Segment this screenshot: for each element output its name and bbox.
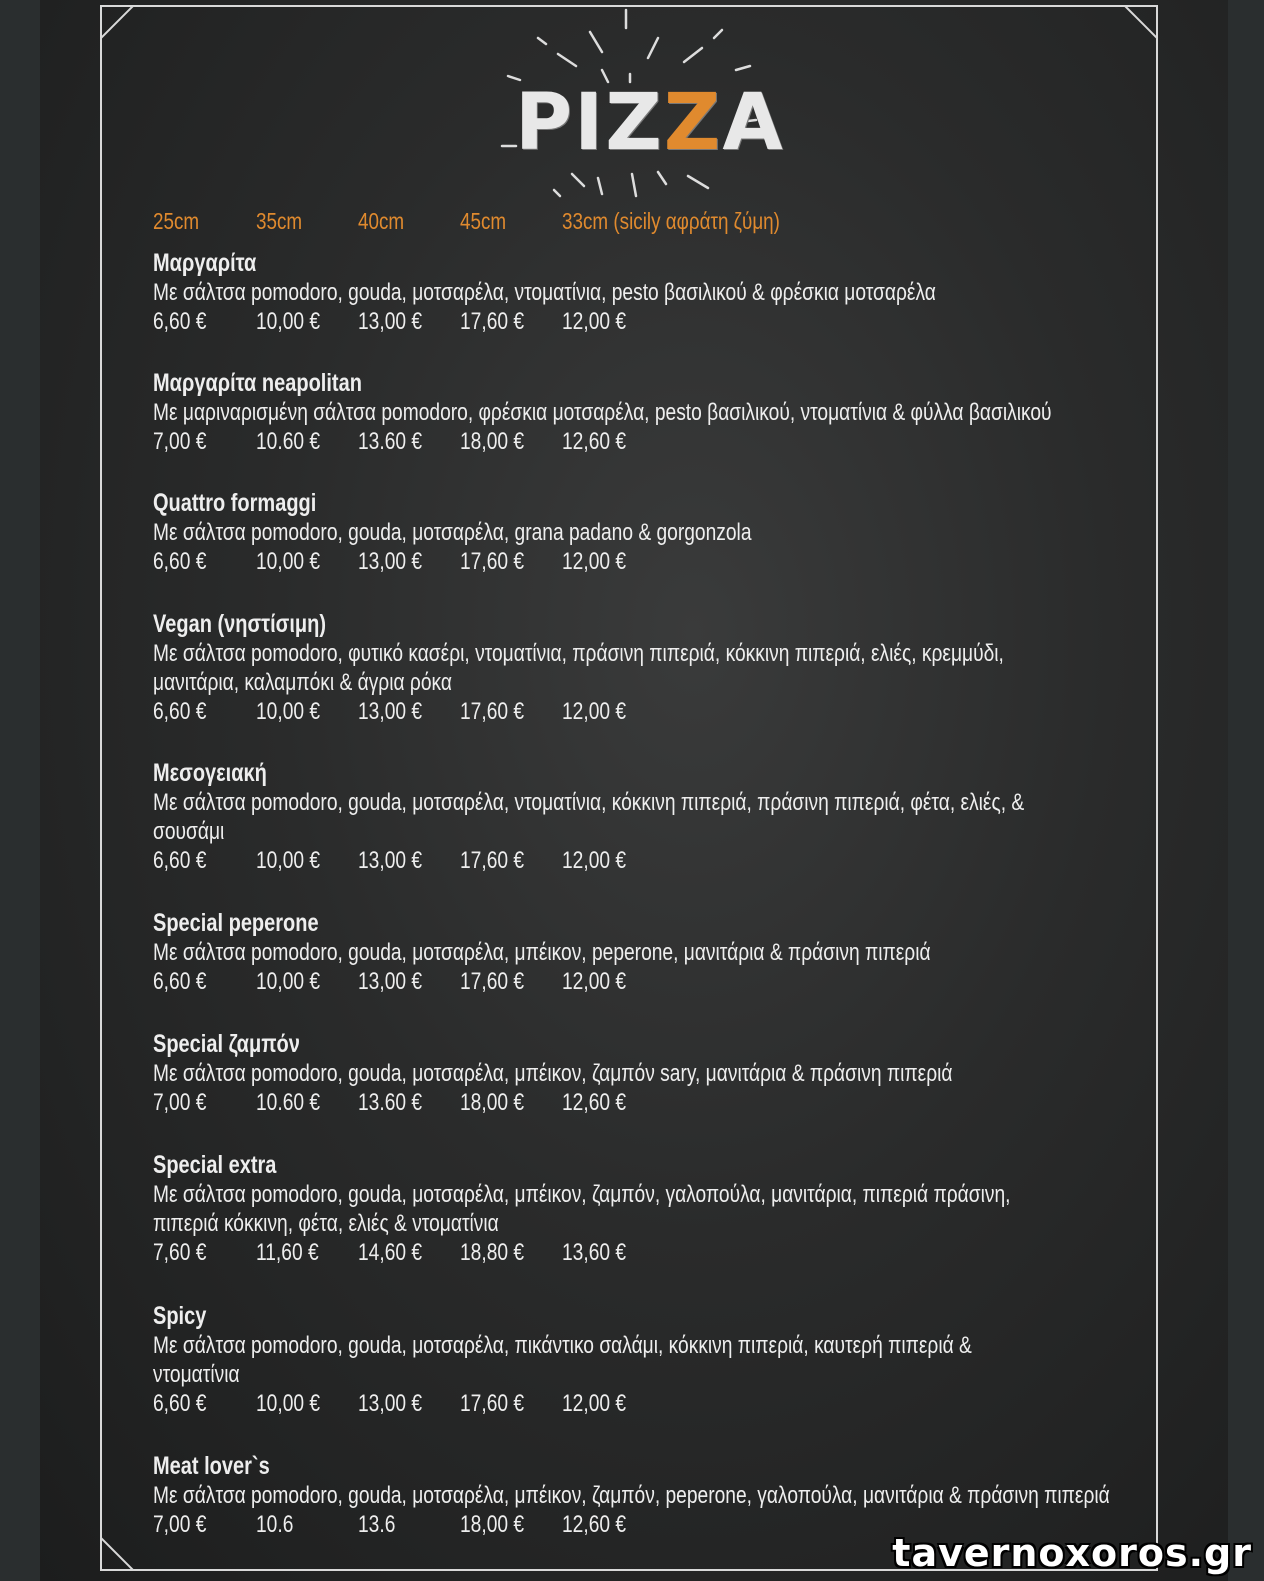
item-description: Με σάλτσα pomodoro, φυτικό κασέρι, ντοματίνια, πράσινη πιπεριά, κόκκινη πιπεριά, ελιές, κρεμμύδι,: [153, 640, 1004, 667]
price: 10.60 €: [256, 1089, 321, 1116]
price: 10,00 €: [256, 698, 321, 725]
menu-item: [153, 609, 1253, 727]
price: 10,00 €: [256, 308, 321, 335]
price: 12,60 €: [562, 428, 627, 455]
size-label: 33cm (sicily αφράτη ζύμη): [562, 208, 780, 234]
price: 18,00 €: [460, 428, 525, 455]
corner-top-left: [100, 5, 140, 45]
item-name: Special ζαμπόν: [153, 1030, 300, 1058]
menu-item: [153, 1029, 1253, 1118]
price: 12,60 €: [562, 1511, 627, 1538]
menu-item: [153, 248, 1253, 337]
price: 12,00 €: [562, 847, 627, 874]
size-header: [0, 208, 1264, 242]
item-name: Special peperone: [153, 909, 319, 937]
item-prices: [153, 1389, 1253, 1419]
price: 10,00 €: [256, 548, 321, 575]
title-part-1: PIZ: [515, 78, 664, 168]
price: 13,00 €: [358, 308, 423, 335]
item-description: Με σάλτσα pomodoro, gouda, μοτσαρέλα, πικάντικο σαλάμι, κόκκινη πιπεριά, καυτερή πιπεριά &: [153, 1332, 972, 1359]
price: 6,60 €: [153, 308, 207, 335]
price: 7,60 €: [153, 1239, 207, 1266]
item-description: ντοματίνια: [153, 1361, 240, 1388]
title-part-3: A: [722, 78, 785, 168]
item-prices: [153, 1238, 1253, 1268]
price: 12,00 €: [562, 968, 627, 995]
price: 12,00 €: [562, 308, 627, 335]
price: 17,60 €: [460, 847, 525, 874]
price: 12,00 €: [562, 698, 627, 725]
item-description: Με σάλτσα pomodoro, gouda, μοτσαρέλα, ντοματίνια, κόκκινη πιπεριά, πράσινη πιπεριά, φέτα, ελιές, &: [153, 789, 1025, 816]
menu-item: [153, 758, 1253, 876]
price: 13,60 €: [562, 1239, 627, 1266]
price: 17,60 €: [460, 968, 525, 995]
price: 6,60 €: [153, 847, 207, 874]
item-prices: [153, 697, 1253, 727]
price: 12,00 €: [562, 1390, 627, 1417]
price: 13.6: [358, 1511, 396, 1538]
price: 14,60 €: [358, 1239, 423, 1266]
item-prices: [153, 427, 1253, 457]
item-prices: [153, 967, 1253, 997]
price: 13,00 €: [358, 548, 423, 575]
size-label: 40cm: [358, 208, 405, 234]
price: 18,00 €: [460, 1089, 525, 1116]
item-name: Vegan (νηστίσιμη): [153, 610, 326, 638]
price: 7,00 €: [153, 1511, 207, 1538]
price: 7,00 €: [153, 1089, 207, 1116]
menu-item: [153, 488, 1253, 577]
price: 13,00 €: [358, 968, 423, 995]
corner-bottom-left: [100, 1531, 140, 1571]
item-name: Spicy: [153, 1302, 207, 1330]
menu-item: [153, 1150, 1253, 1268]
price: 18,80 €: [460, 1239, 525, 1266]
item-prices: [153, 307, 1253, 337]
item-name: Μαργαρίτα neapolitan: [153, 369, 362, 397]
price: 18,00 €: [460, 1511, 525, 1538]
item-name: Quattro formaggi: [153, 489, 317, 517]
item-description: Με μαριναρισμένη σάλτσα pomodoro, φρέσκια μοτσαρέλα, pesto βασιλικού, ντοματίνια & φύλλα βασιλικού: [153, 399, 1052, 426]
price: 17,60 €: [460, 1390, 525, 1417]
price: 17,60 €: [460, 698, 525, 725]
menu-item: [153, 368, 1253, 457]
price: 10,00 €: [256, 847, 321, 874]
price: 13,00 €: [358, 698, 423, 725]
price: 12,00 €: [562, 548, 627, 575]
menu-item: [153, 1451, 1253, 1540]
price: 6,60 €: [153, 548, 207, 575]
price: 10.6: [256, 1511, 294, 1538]
item-name: Special extra: [153, 1151, 277, 1179]
price: 7,00 €: [153, 428, 207, 455]
page-title: [515, 78, 785, 168]
corner-top-right: [1118, 5, 1158, 45]
menu-item: [153, 1301, 1253, 1419]
price: 13.60 €: [358, 428, 423, 455]
menu-item: [153, 908, 1253, 997]
item-description: Με σάλτσα pomodoro, gouda, μοτσαρέλα, μπέικον, ζαμπόν sary, μανιτάρια & πράσινη πιπεριά: [153, 1060, 953, 1087]
price: 17,60 €: [460, 308, 525, 335]
item-name: Meat lover`s: [153, 1452, 270, 1480]
item-prices: [153, 1088, 1253, 1118]
item-description: Με σάλτσα pomodoro, gouda, μοτσαρέλα, ντοματίνια, pesto βασιλικού & φρέσκια μοτσαρέλα: [153, 279, 936, 306]
price: 10,00 €: [256, 968, 321, 995]
price: 6,60 €: [153, 1390, 207, 1417]
item-description: Με σάλτσα pomodoro, gouda, μοτσαρέλα, grana padano & gorgonzola: [153, 519, 752, 546]
size-label: 45cm: [460, 208, 507, 234]
item-description: Με σάλτσα pomodoro, gouda, μοτσαρέλα, μπέικον, ζαμπόν, γαλοπούλα, μανιτάρια, πιπεριά πράσινη,: [153, 1181, 1011, 1208]
watermark: tavernoxoros.gr: [892, 1531, 1252, 1575]
size-label: 35cm: [256, 208, 303, 234]
price: 13,00 €: [358, 1390, 423, 1417]
item-description: Με σάλτσα pomodoro, gouda, μοτσαρέλα, μπέικον, peperone, μανιτάρια & πράσινη πιπεριά: [153, 939, 931, 966]
price: 6,60 €: [153, 698, 207, 725]
item-name: Μαργαρίτα: [153, 249, 257, 277]
item-description: σουσάμι: [153, 818, 225, 845]
price: 17,60 €: [460, 548, 525, 575]
item-description: Με σάλτσα pomodoro, gouda, μοτσαρέλα, μπέικον, ζαμπόν, peperone, γαλοπούλα, μανιτάρια & πράσινη πιπεριά: [153, 1482, 1110, 1509]
item-prices: [153, 547, 1253, 577]
price: 10.60 €: [256, 428, 321, 455]
item-description: μανιτάρια, καλαμπόκι & άγρια ρόκα: [153, 669, 452, 696]
price: 12,60 €: [562, 1089, 627, 1116]
price: 6,60 €: [153, 968, 207, 995]
item-name: Μεσογειακή: [153, 759, 267, 787]
price: 13,00 €: [358, 847, 423, 874]
item-prices: [153, 846, 1253, 876]
price: 13.60 €: [358, 1089, 423, 1116]
item-description: πιπεριά κόκκινη, φέτα, ελιές & ντοματίνια: [153, 1210, 499, 1237]
price: 10,00 €: [256, 1390, 321, 1417]
price: 11,60 €: [256, 1239, 319, 1266]
size-label: 25cm: [153, 208, 200, 234]
title-part-2: Z: [663, 78, 723, 168]
